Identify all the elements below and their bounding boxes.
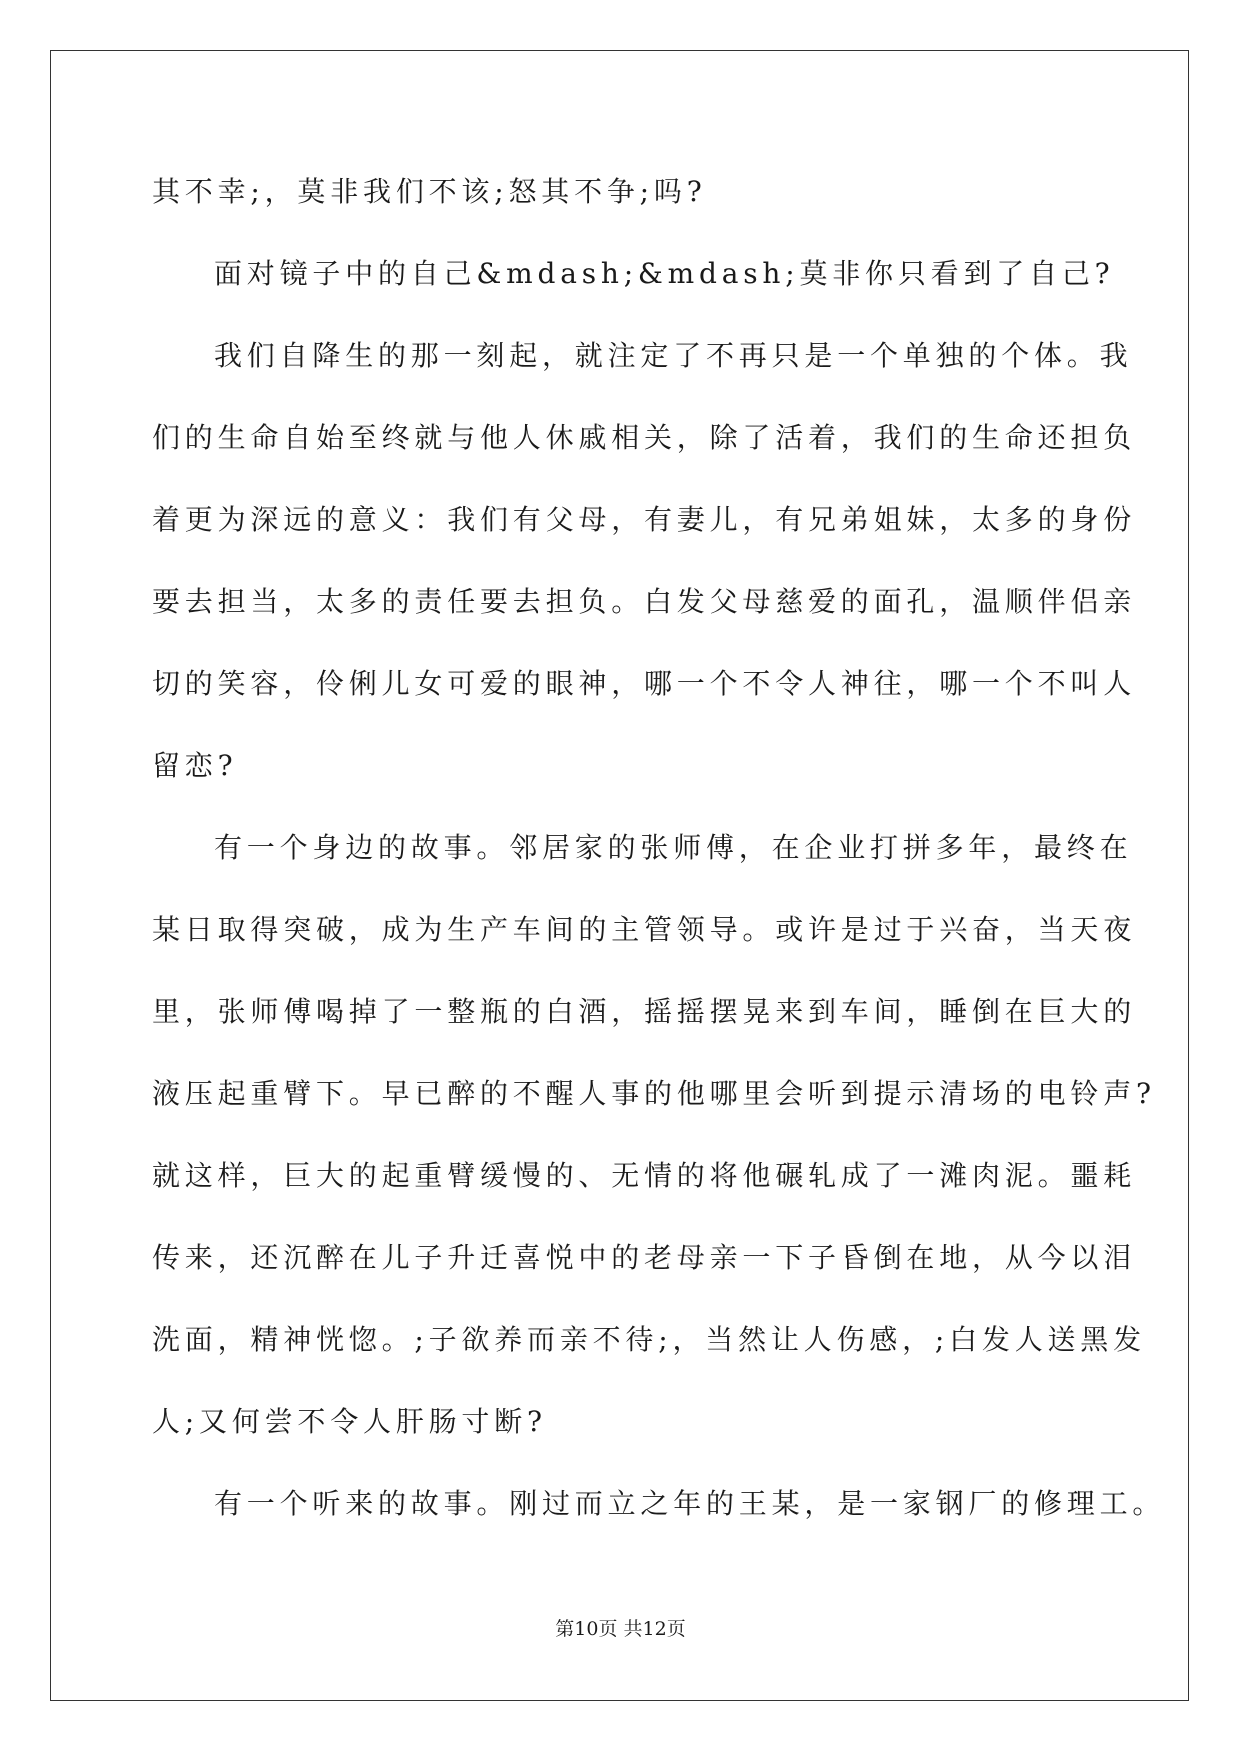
- text-line: 我们自降生的那一刻起，就注定了不再只是一个单独的个体。我: [214, 339, 1133, 372]
- text-line: 切的笑容，伶俐儿女可爱的眼神，哪一个不令人神往，哪一个不叫人: [152, 667, 1137, 700]
- text-line: 有一个身边的故事。邻居家的张师傅，在企业打拼多年，最终在: [214, 831, 1133, 864]
- text-line: 留恋?: [152, 749, 238, 782]
- text-line: 要去担当，太多的责任要去担负。白发父母慈爱的面孔，温顺伴侣亲: [152, 585, 1137, 618]
- text-line: 里，张师傅喝掉了一整瓶的白酒，摇摇摆晃来到车间，睡倒在巨大的: [152, 995, 1137, 1028]
- text-line: 某日取得突破，成为生产车间的主管领导。或许是过于兴奋，当天夜: [152, 913, 1137, 946]
- text-line: 着更为深远的意义：我们有父母，有妻儿，有兄弟姐妹，太多的身份: [152, 503, 1137, 536]
- text-line: 液压起重臂下。早已醉的不醒人事的他哪里会听到提示清场的电铃声?: [152, 1077, 1156, 1110]
- text-line: 有一个听来的故事。刚过而立之年的王某，是一家钢厂的修理工。: [214, 1487, 1166, 1520]
- text-line: 们的生命自始至终就与他人休戚相关，除了活着，我们的生命还担负: [152, 421, 1137, 454]
- text-line: 洗面，精神恍惚。;子欲养而亲不待;，当然让人伤感，;白发人送黑发: [152, 1323, 1146, 1356]
- text-line: 传来，还沉醉在儿子升迁喜悦中的老母亲一下子昏倒在地，从今以泪: [152, 1241, 1137, 1274]
- text-line: 其不幸;，莫非我们不该;怒其不争;吗?: [152, 175, 707, 208]
- text-line: 面对镜子中的自己&mdash;&mdash;莫非你只看到了自己?: [214, 257, 1115, 290]
- text-line: 人;又何尝不令人肝肠寸断?: [152, 1405, 547, 1438]
- document-body: [152, 160, 1166, 1554]
- page-footer: 第10页 共12页: [555, 1618, 686, 1640]
- text-line: 就这样，巨大的起重臂缓慢的、无情的将他碾轧成了一滩肉泥。噩耗: [152, 1159, 1137, 1192]
